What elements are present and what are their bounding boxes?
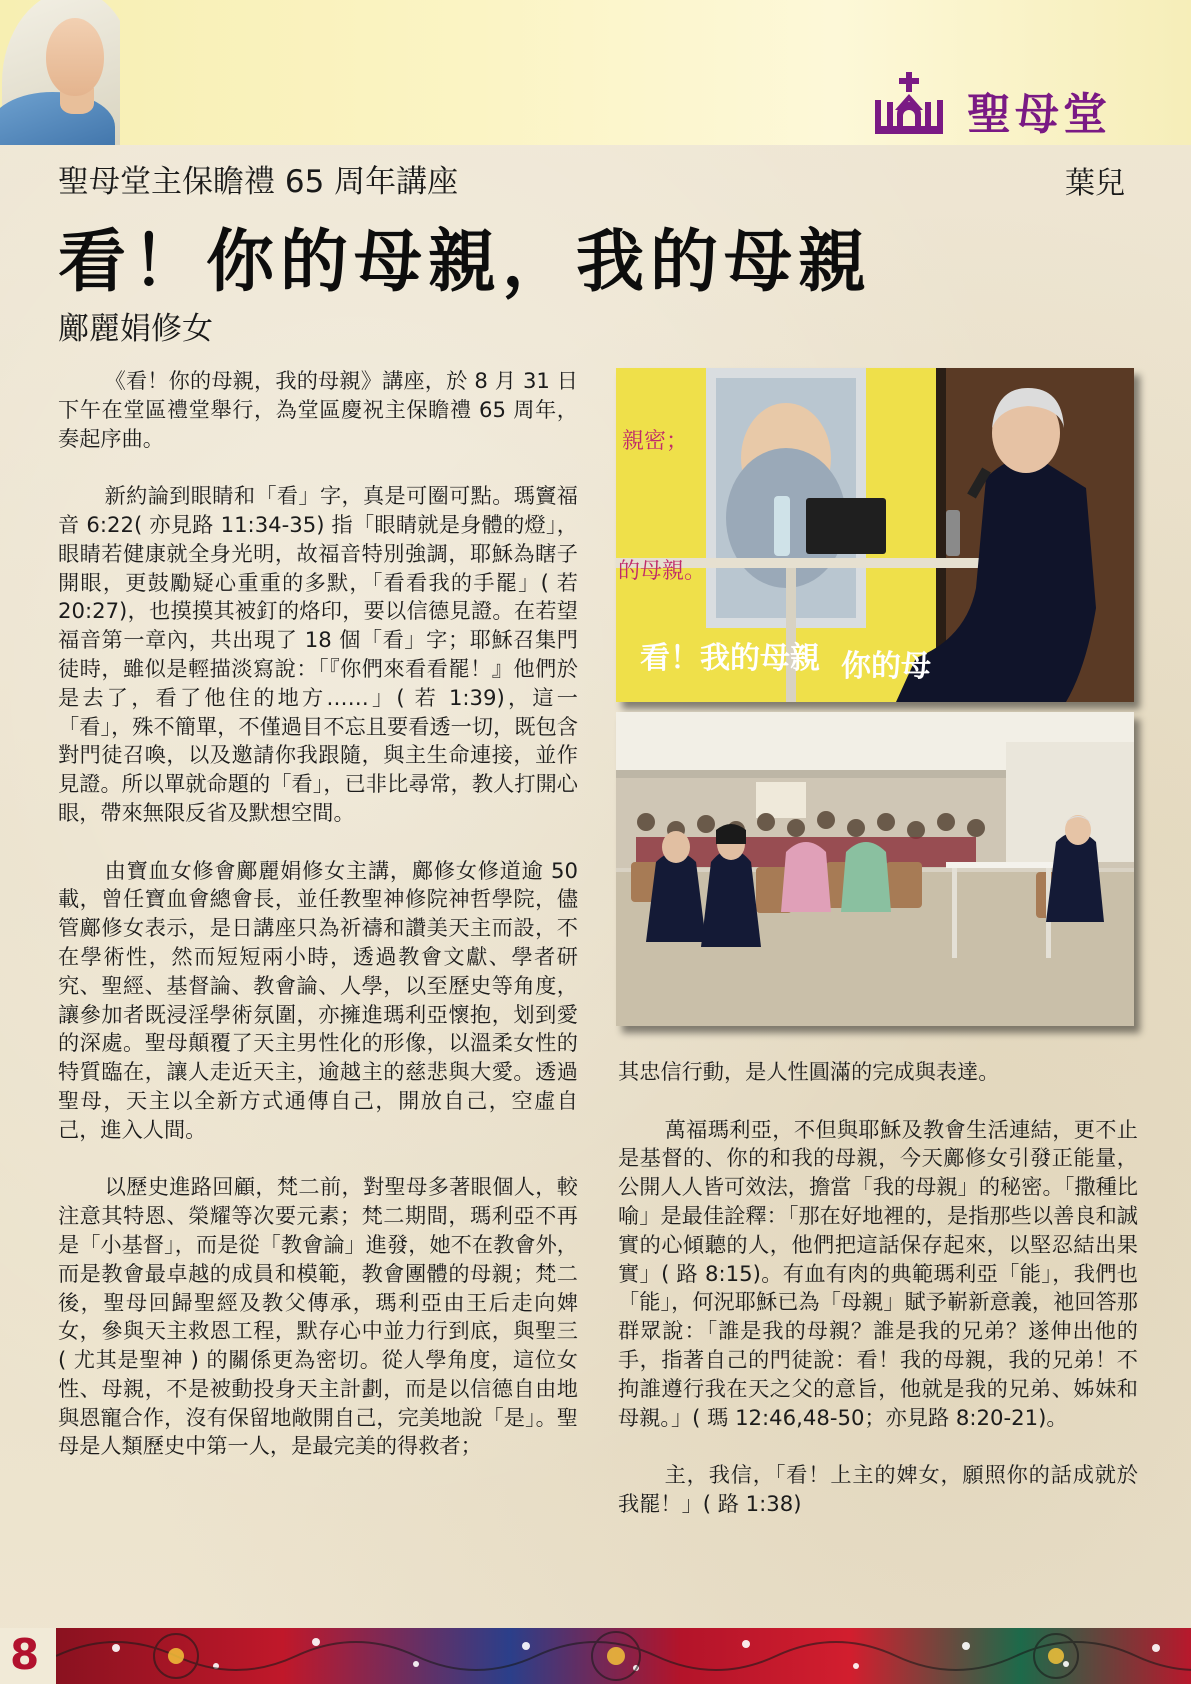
paragraph: 以歷史進路回顧，梵二前，對聖母多著眼個人，較注意其特恩、榮耀等次要元素；梵二期間，瑪利亞不再是「小基督」，而是從「教會論」進發，她不在教會外，而是教會最卓越的成員和模範，教會團體的母親；梵二後，聖母回歸聖經及教父傳承，瑪利亞由王后走向婢女，參與天主救恩工程，默存心中並力行到底，與聖三 ( 尤其是聖神 ) 的關係更為密切。從人學角度，這位女性、母親，不是被動投身天主計劃，而是以信德自由地與恩寵合作，沒有保留地敞開自己，完美地說「是」。聖母是人類歷史中第一人，是最完美的得救者； [58, 1174, 578, 1459]
speaker-photo [616, 368, 1134, 702]
section-author: 葉兒 [1065, 166, 1125, 201]
parish-logo [873, 72, 1123, 140]
brand-name: 聖母堂 [967, 89, 1111, 140]
article-byline: 鄺麗娟修女 [58, 311, 213, 347]
page-number: 8 [10, 1630, 40, 1679]
audience-photo [616, 712, 1134, 1026]
article-title: 看！你的母親，我的母親 [58, 223, 873, 302]
church-logo-icon [873, 72, 945, 134]
paragraph: 新約論到眼睛和「看」字，真是可圈可點。瑪竇福音 6:22( 亦見路 11:34-35) 指「眼睛就是身體的燈」，眼睛若健康就全身光明，故福音特別強調，耶穌為瞎子開眼，更鼓勵疑心重重的多默，「看看我的手罷」( 若 20:27)，也摸摸其被釘的烙印，要以信德見證。在若望福音第一章內，共出現了 18 個「看」字；耶穌召集門徒時，雖似是輕描淡寫說：「『你們來看看罷！』他們於是去了，看了他住的地方……」( 若 1:39)，這一「看」，殊不簡單，不僅過目不忘且要看透一切，既包含對門徒召喚，以及邀請你我跟隨，與主生命連接，並作見證。所以單就命題的「看」，已非比尋常，教人打開心眼，帶來無限反省及默想空間。 [58, 483, 578, 825]
screen-text-top: 親密； [622, 429, 689, 454]
right-column [618, 1058, 1138, 1548]
stained-glass-banner [56, 1628, 1191, 1684]
paragraph: 主，我信，「看！上主的婢女，願照你的話成就於我罷！」( 路 1:38) [618, 1462, 1138, 1516]
paragraph: 萬福瑪利亞，不但與耶穌及教會生活連結，更不止是基督的、你的和我的母親，今天鄺修女引發正能量，公開人人皆可效法，擔當「我的母親」的秘密。「撒種比喻」是最佳詮釋：「那在好地裡的，是指那些以善良和誠實的心傾聽的人，他們把這話保存起來，以堅忍結出果實」( 路 8:15)。有血有肉的典範瑪利亞「能」，我們也「能」，何況耶穌已為「母親」賦予嶄新意義，祂回答那群眾說：「誰是我的母親？誰是我的兄弟？遂伸出他的手，指著自己的門徒說：看！我的母親，我的兄弟！不拘誰遵行我在天之父的意旨，他就是我的兄弟、姊妹和母親。」( 瑪 12:46,48-50；亦見路 8:20-21)。 [618, 1116, 1138, 1430]
paragraph: 《看！你的母親，我的母親》講座，於 8 月 31 日下午在堂區禮堂舉行，為堂區慶祝主保瞻禮 65 周年，奏起序曲。 [58, 368, 578, 451]
paragraph: 由寶血女修會鄺麗娟修女主講，鄺修女修道逾 50 載，曾任寶血會總會長，並任教聖神修院神哲學院，儘管鄺修女表示，是日講座只為祈禱和讚美天主而設，不在學術性，然而短短兩小時，透過教會文獻、學者研究、聖經、基督論、教會論、人學，以至歷史等角度，讓參加者既浸淫學術氛圍，亦擁進瑪利亞懷抱，划到愛的深處。聖母顛覆了天主男性化的形像，以溫柔女性的特質臨在，讓人走近天主，逾越主的慈悲與大愛。透過聖母，天主以全新方式通傳自己，開放自己，空虛自己，進入人間。 [58, 857, 578, 1142]
virgin-mary-portrait [0, 0, 120, 145]
left-column [58, 367, 578, 1490]
paragraph: 其忠信行動，是人性圓滿的完成與表達。 [618, 1059, 1000, 1084]
series-title: 聖母堂主保瞻禮 65 周年講座 [58, 164, 459, 200]
screen-text-bottom: 看！我的母親 [640, 641, 820, 676]
screen-text-mid: 的母親。 [618, 559, 707, 584]
screen-text-bottom-right: 你的母 [841, 649, 931, 684]
